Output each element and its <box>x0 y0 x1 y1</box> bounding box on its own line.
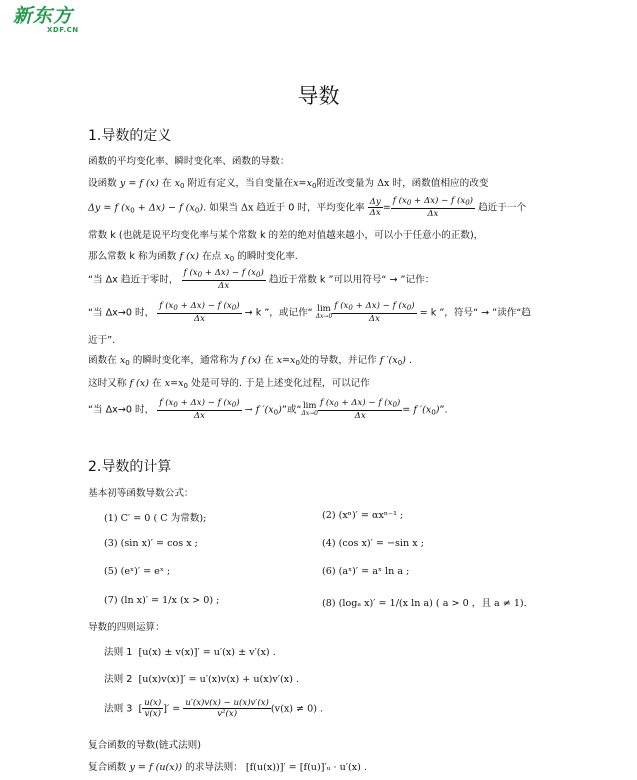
text-line: 基本初等函数导数公式： <box>88 488 194 499</box>
rule-1: 法则 1 [u(x) ± v(x)]′ = u′(x) ± v′(x) . <box>104 647 276 658</box>
page-title: 导数 <box>297 84 340 108</box>
text-line: 这时又称 f (x) 在 $x=x_0$ 处是可导的. 于是上述变化过程，可以记作 <box>88 378 370 390</box>
xdf-logo <box>13 5 79 34</box>
formula-4: (4) (cos x)′ = −sin x ; <box>322 538 424 549</box>
text-line: 函数在 $x_0$ 的瞬时变化率，通常称为 f (x) 在 $x=x_0$处的导数，并记作 f $'(x_0)$ . <box>88 355 413 367</box>
formula-1: (1) C′ = 0 ( C 为常数); <box>104 513 207 524</box>
text-line: “当 Δx→0 时， $\frac{f (x_0 + \Delta x) - f (x_0)}{\Delta x}$ → f $'(x_0)$”或“ lim Δx→0 $\frac{f (x_0 + \Delta x) - f (x_0)}{\Delta x}$ = f $'(x_0)$”. <box>88 398 448 421</box>
formula-2: (2) (xⁿ)′ = αxⁿ⁻¹ ; <box>322 510 404 521</box>
text-line: 导数的四则运算： <box>88 622 165 633</box>
text-line: 复合函数 y = f (u(x)) 的求导法则： [f(u(x))]′ = [f(u)]′ᵤ · u′(x) . <box>88 762 367 773</box>
logo-subtext: XDF.CN <box>47 26 79 34</box>
rule-3: 法则 3 [ $\frac{u(x)}{v(x)}$ ]′ = $\frac{u'(x)v(x) - u(x)v'(x)}{\text{v²(x)}}$ (v(x) ≠ 0) . <box>104 698 324 719</box>
formula-5: (5) (eˣ)′ = eˣ ; <box>104 566 171 577</box>
text-line: “当 Δx→0 时， $\frac{f (x_0 + \Delta x) - f (x_0)}{\Delta x}$ → k ”，或记作“ lim Δx→0 $\frac{f (x_0 + \Delta x) - f (x_0)}{\Delta x}$ = k ”，符号“ → ”读作“趋 <box>88 301 531 324</box>
formula-6: (6) (aˣ)′ = aˣ ln a ; <box>322 566 410 577</box>
text-line: 那么常数 k 称为函数 f (x) 在点 $x_0$ 的瞬时变化率. <box>88 251 298 263</box>
text-line: 设函数 y = f (x) 在 $x_0$ 附近有定义，当自变量在$x=x_0$附近改变量为 Δx 时，函数值相应的改变 <box>88 178 489 190</box>
text-line: 常数 k (也就是说平均变化率与某个常数 k 的差的绝对值越来越小，可以小于任意小的正数)， <box>88 230 484 241</box>
section-heading-definition: 1.导数的定义 <box>88 128 172 144</box>
text-line: 函数的平均变化率、瞬时变化率、函数的导数： <box>88 156 290 167</box>
rule-2: 法则 2 [u(x)v(x)]′ = u′(x)v(x) + u(x)v′(x) . <box>104 674 300 685</box>
formula-8: (8) (logₐ x)′ = 1/(x ln a) ( a > 0 ，且 a ≠ 1). <box>322 598 527 609</box>
text-line: “当 Δx 趋近于零时， $\frac{f (x_0 + \Delta x) - f (x_0)}{\Delta x}$ 趋近于常数 k ”可以用符号“ → ”记作： <box>88 268 435 291</box>
text-line: 复合函数的导数(链式法则) <box>88 740 202 751</box>
text-line: 近于”. <box>88 335 116 346</box>
formula-7: (7) (ln x)′ = 1/x (x > 0) ; <box>104 595 220 606</box>
formula-3: (3) (sin x)′ = cos x ; <box>104 538 198 549</box>
section-heading-calculation: 2.导数的计算 <box>88 459 172 475</box>
text-line: Δy = f $(x_0 + \Delta x) - f$ $(x_0)$. 如果当 Δx 趋近于 0 时，平均变化率 $\frac{\Delta y}{\Delta x}$ = $\frac{f (x_0 + \Delta x) - f (x_0)}{\Delta x}$ 趋近于一个 <box>88 196 527 219</box>
logo-text: 新东方 <box>13 5 74 27</box>
